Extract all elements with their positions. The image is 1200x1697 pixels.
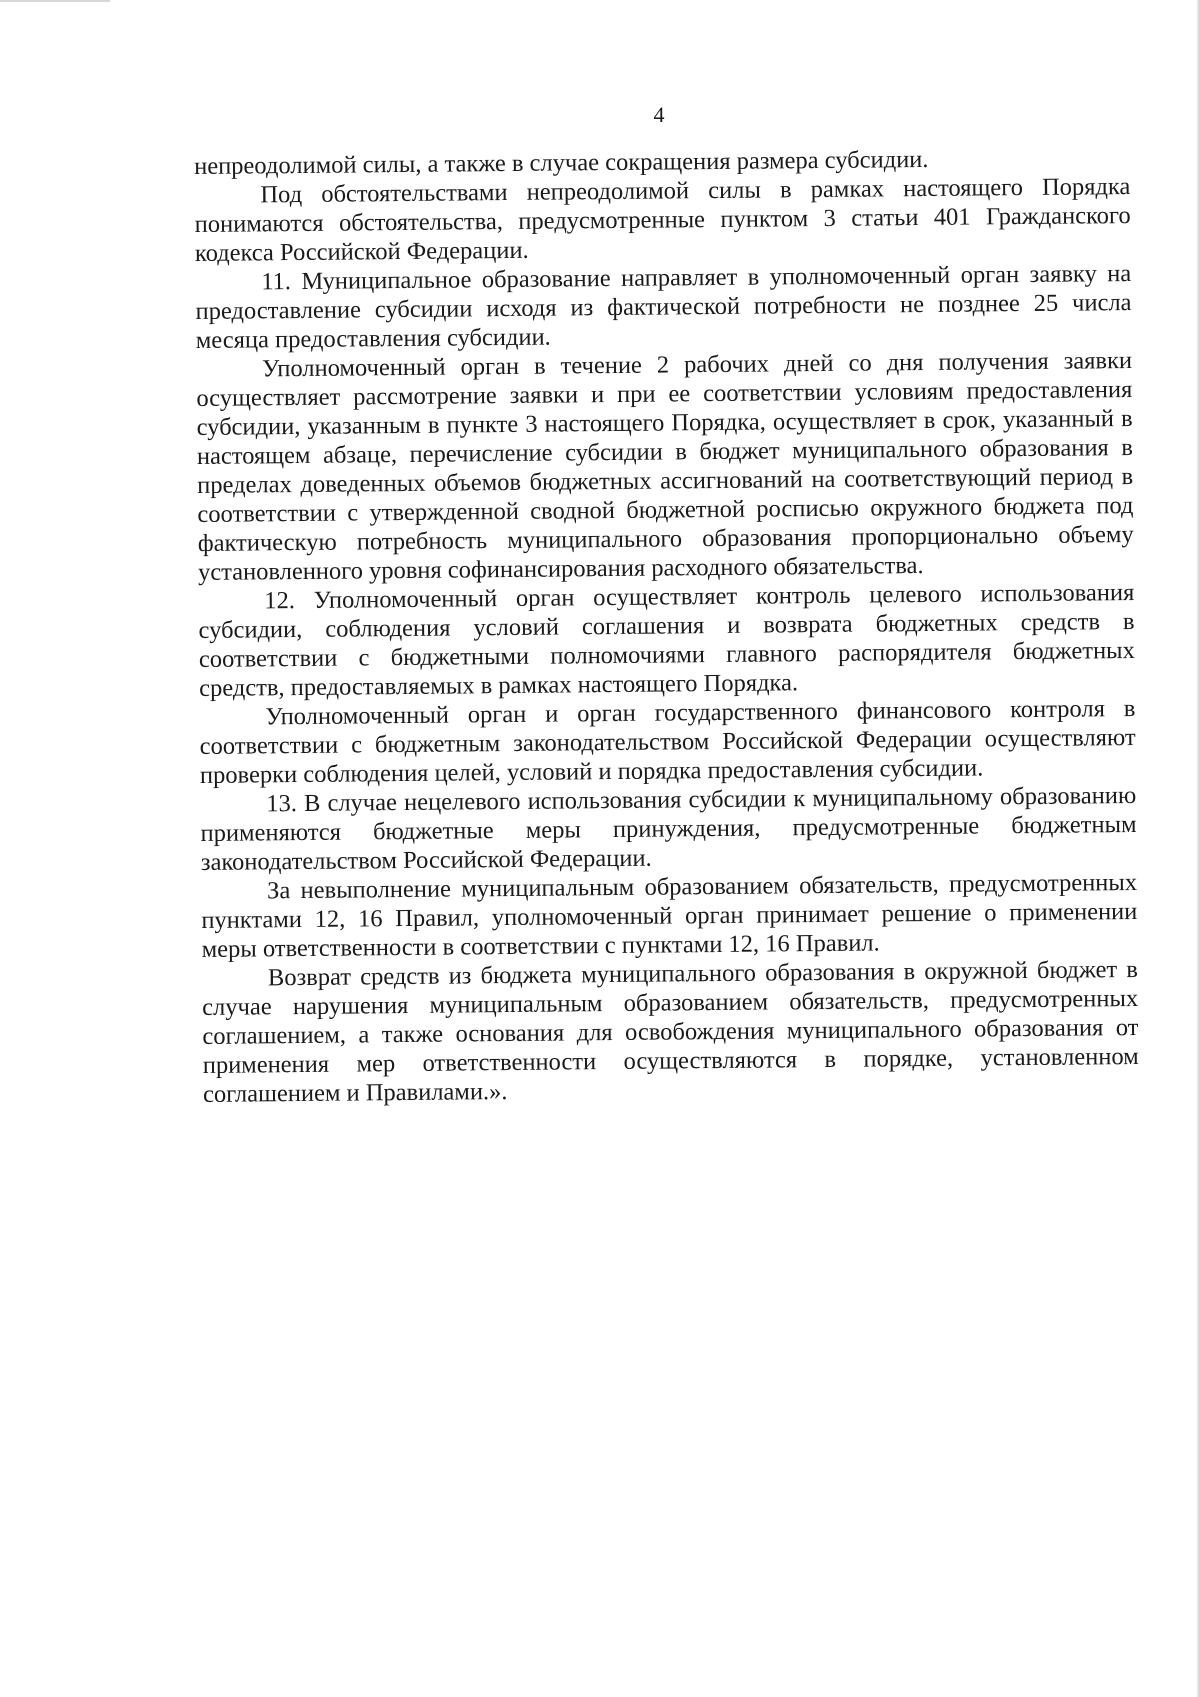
scan-edge-top	[0, 0, 110, 2]
page-number: 4	[653, 102, 665, 127]
paragraph-item-13: 13. В случае нецелевого использования субсидии к муниципальному образованию применяются бюджетные меры принуждения, предусмотренные бюджетным законодательством Российской Федерации.	[200, 781, 1137, 876]
paragraph-review-application: Уполномоченный орган в течение 2 рабочих дней со дня получения заявки осуществляет рассмотрение заявки и при ее соответствии условиям предоставления субсидии, указанным в пункте 3 настоящего Порядка, осуществляет в срок, указанный в настоящем абзаце, перечисление субсидии в бюджет муниципального образования в пределах доведенных объемов бюджетных ассигнований на соответствующий период в соответствии с утвержденной сводной бюджетной росписью окружного бюджета под фактическую потребность муниципального образования пропорционально объему установленного уровня софинансирования расходного обязательства.	[196, 347, 1134, 586]
paragraph-refund: Возврат средств из бюджета муниципального образования в окружной бюджет в случае нарушения муниципальным образованием обязательств, предусмотренных соглашением, а также основания для освобождения муниципального образования от применения мер ответственности осуществляются в порядке, установленном соглашением и Правилами.».	[202, 955, 1139, 1108]
paragraph-non-fulfillment: За невыполнение муниципальным образованием обязательств, предусмотренных пунктами 12, 16 Правил, уполномоченный орган принимает решение о применении меры ответственности в соответствии с пунктами 12, 16 Правил.	[201, 868, 1138, 963]
document-body	[194, 143, 1139, 1109]
paragraph-item-11: 11. Муниципальное образование направляет в уполномоченный орган заявку на предоставление субсидии исходя из фактической потребности не позднее 25 числа месяца предоставления субсидии.	[195, 260, 1132, 354]
paragraph-item-12: 12. Уполномоченный орган осуществляет контроль целевого использования субсидии, соблюдения условий соглашения и возврата бюджетных средств в соответствии с бюджетными полномочиями главного распорядителя бюджетных средств, предоставляемых в рамках настоящего Порядка.	[198, 578, 1135, 702]
paragraph-continuation: непреодолимой силы, а также в случае сокращения размера субсидии.	[194, 145, 929, 180]
paragraph-force-majeure: Под обстоятельствами непреодолимой силы в рамках настоящего Порядка понимаются обстоятельства, предусмотренные пунктом 3 статьи 401 Гражданского кодекса Российской Федерации.	[194, 173, 1131, 267]
paragraph-financial-control: Уполномоченный орган и орган государственного финансового контроля в соответствии с бюджетным законодательством Российской Федерации осуществляют проверки соблюдения целей, условий и порядка предоставления субсидии.	[199, 694, 1136, 789]
